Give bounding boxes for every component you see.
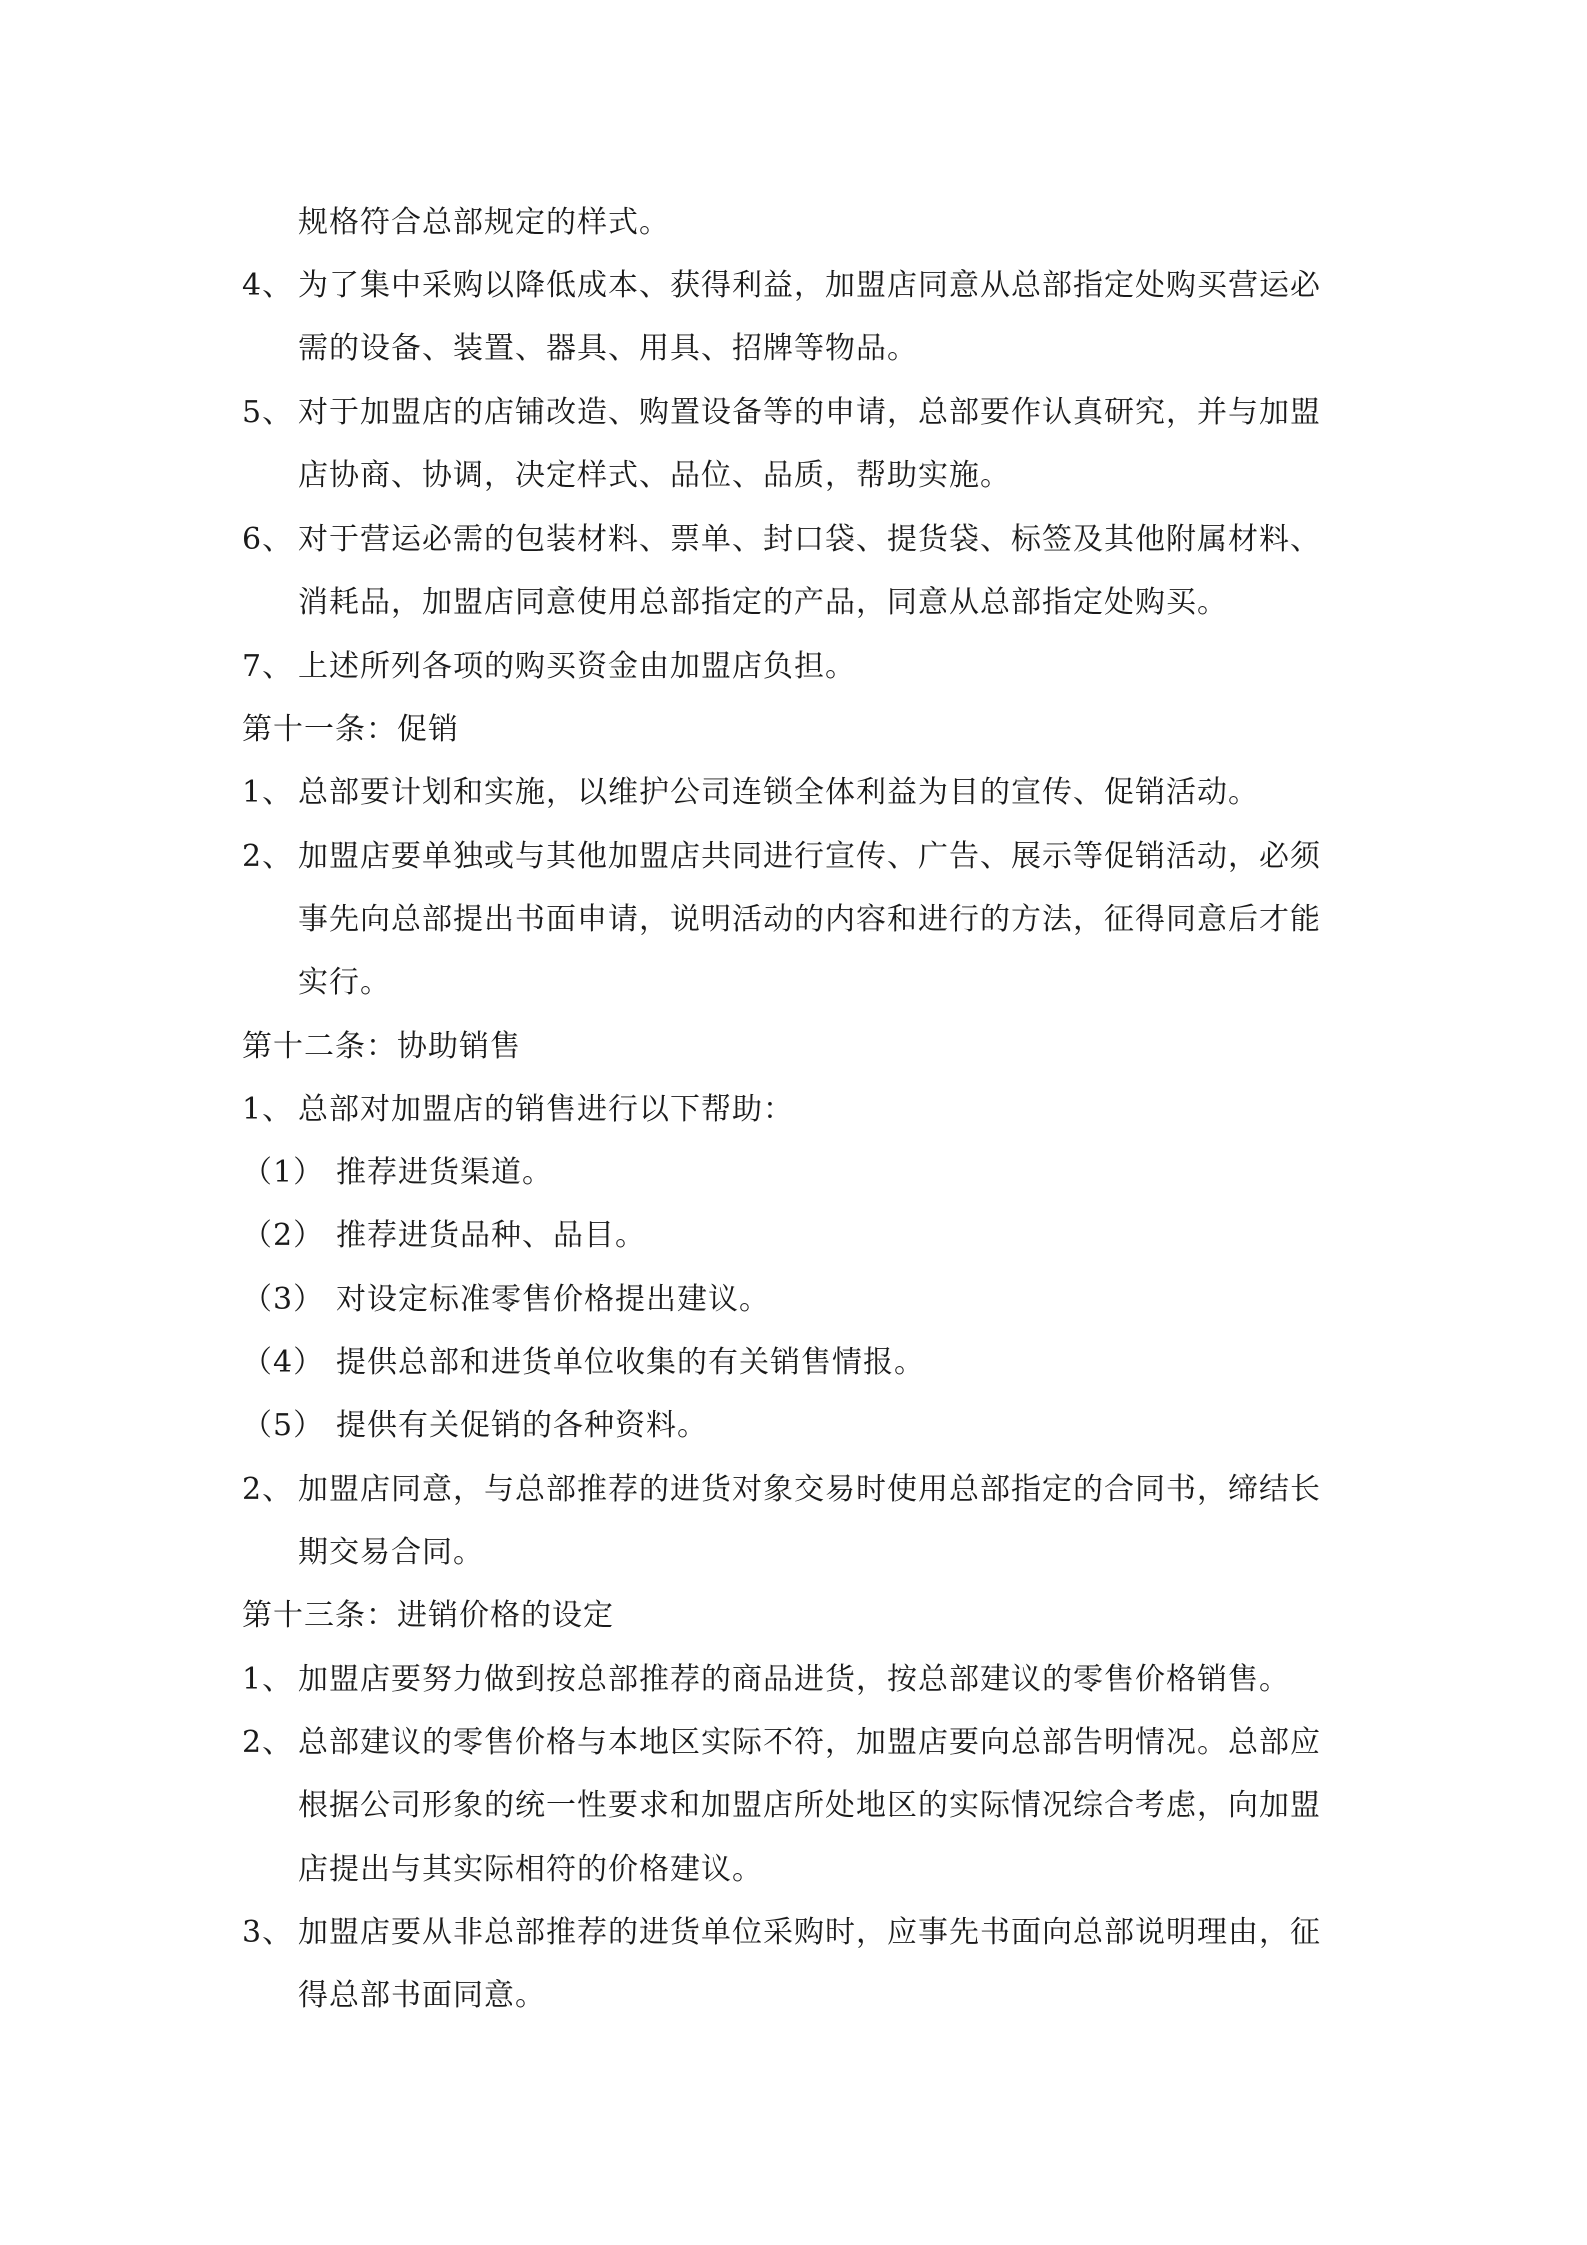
document-page: 规格符合总部规定的样式。 4、 为了集中采购以降低成本、获得利益，加盟店同意从总部指定处购买营运必 需的设备、装置、器具、用具、招牌等物品。 5、 对于加盟店的店铺改造、购置设备等的申请，总部要作认真研究，并与加盟 店协商、协调，决定样式、品位、品质，帮助实施。 6、 对于营运必需的包装材料、票单、封口袋、提货袋、标签及其他附属材料、 消耗品，加盟店同意使用总部指定的产品，同意从总部指定处购买。 7、 上述所列各项的购买资金由加盟店负担。 第十一条：促销 1、 总部要计划和实施，以维护公司连锁全体利益为目的宣传、促销活动。 2、 加盟店要单独或与其他加盟店共同进行宣传、广告、展示等促销活动，必须 事先向总部提出书面申请，说明活动的内容和进行的方法，征得同意后才能 实行。 第十二条：协助销售 1、 总部对加盟店的销售进行以下帮助： （1） 推荐进货渠道。 （2） 推荐进货品种、品目。 （3） 对设定标准零售价格提出建议。 （4） 提供总部和进货单位收集的有关销售情报。 （5） 提供有关促销的各种资料。 2、 加盟店同意，与总部推荐的进货对象交易时使用总部指定的合同书，缔结长 期交易合同。 第十三条：进销价格的设定 1、 加盟店要努力做到按总部推荐的商品进货，按总部建议的零售价格销售。 2、 总部建议的零售价格与本地区实际不符，加盟店要向总部告明情况。总部应 根据公司形象的统一性要求和加盟店所处地区的实际情况综合考虑，向加盟 店提出与其实际相符的价格建议。 3、 加盟店要从非总部推荐的进货单位采购时，应事先书面向总部说明理由，征 得总部书面同意。	[242, 205, 1321, 2013]
